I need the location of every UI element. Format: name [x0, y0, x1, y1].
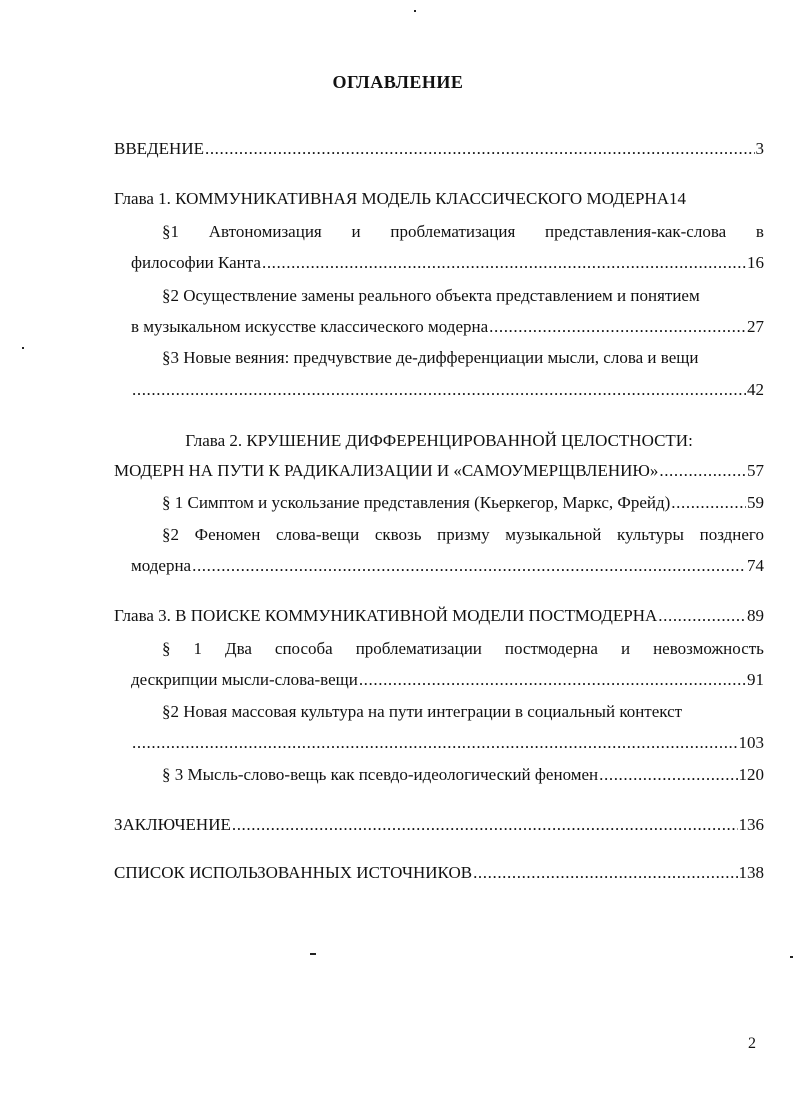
toc-page-number: 89	[747, 606, 764, 625]
toc-entry-text: в музыкальном искусстве классического модерна	[131, 317, 489, 336]
toc-entry-text: §3 Новые веяния: предчувствие де-дифференциации мысли, слова и вещи	[162, 348, 699, 367]
word: 1	[193, 639, 202, 658]
word: в	[755, 222, 764, 241]
word: проблематизации	[355, 639, 482, 658]
word: позднего	[699, 525, 764, 544]
leader-dots	[359, 668, 746, 692]
toc-entry-2-1[interactable]	[162, 491, 764, 515]
scan-speck	[790, 956, 793, 958]
toc-entry-text: МОДЕРН НА ПУТИ К РАДИКАЛИЗАЦИИ И «САМОУМЕРЩВЛЕНИЮ»	[114, 461, 659, 480]
leader-dots	[599, 763, 737, 787]
word: способа	[274, 639, 333, 658]
toc-entry-chapter-2-line1[interactable]	[114, 429, 764, 453]
leader-dots	[132, 731, 738, 755]
toc-page-number: 74	[747, 556, 764, 575]
toc-entry-text: Глава 2. КРУШЕНИЕ ДИФФЕРЕНЦИРОВАННОЙ ЦЕЛОСТНОСТИ:	[185, 431, 693, 450]
toc-entry-text: § 3 Мысль-слово-вещь как псевдо-идеологический феномен	[162, 765, 599, 784]
toc-entry-text: ЗАКЛЮЧЕНИЕ	[114, 815, 231, 834]
toc-entry-3-3[interactable]	[162, 763, 764, 787]
toc-page-number: 138	[738, 863, 764, 882]
toc-title: ОГЛАВЛЕНИЕ	[332, 72, 464, 92]
toc-entry-2-2-line1[interactable]	[162, 523, 764, 547]
toc-page-number: 57	[747, 461, 764, 480]
leader-dots	[232, 813, 738, 837]
toc-page-number: 136	[738, 815, 764, 834]
toc-entry-chapter-3[interactable]	[114, 604, 764, 628]
word: Два	[224, 639, 252, 658]
toc-entry-text: §2 Осуществление замены реального объекта представлением и понятием	[162, 286, 700, 305]
toc-entry-text: § 1 Симптом и ускользание представления (Кьеркегор, Маркс, Фрейд)	[162, 493, 671, 512]
word: невозможность	[653, 639, 764, 658]
scan-speck	[310, 953, 316, 955]
toc-entry-3-1-line2[interactable]	[131, 668, 764, 692]
toc-entry-text: §2 Новая массовая культура на пути интеграции в социальный контекст	[162, 702, 683, 721]
toc-entry-chapter-1[interactable]	[114, 187, 764, 211]
toc-page-number: 59	[747, 493, 764, 512]
leader-dots	[205, 137, 755, 161]
scan-speck	[22, 347, 24, 349]
word: и	[351, 222, 361, 241]
toc-entry-1-3-line1[interactable]	[162, 346, 764, 370]
toc-page-number: 27	[747, 317, 764, 336]
toc-entry-text: дескрипции мысли-слова-вещи	[131, 670, 358, 689]
toc-entry-3-2-line2[interactable]	[131, 731, 764, 755]
word: §2	[162, 525, 179, 544]
scan-speck	[414, 10, 416, 12]
toc-entry-1-1-line1[interactable]	[162, 220, 764, 244]
toc-entry-text: философии Канта	[131, 253, 261, 272]
toc-page-number: 16	[747, 253, 764, 272]
toc-entry-intro[interactable]	[114, 137, 764, 161]
word: постмодерна	[504, 639, 598, 658]
toc-entry-chapter-2-line2[interactable]	[114, 459, 764, 483]
word: §1	[162, 222, 179, 241]
leader-dots	[192, 554, 746, 578]
toc-entry-1-2-line1[interactable]	[162, 284, 764, 308]
toc-entry-3-1-line1[interactable]	[162, 637, 764, 661]
toc-entry-2-2-line2[interactable]	[131, 554, 764, 578]
toc-entry-3-2-line1[interactable]	[162, 700, 764, 724]
toc-entry-text: СПИСОК ИСПОЛЬЗОВАННЫХ ИСТОЧНИКОВ	[114, 863, 473, 882]
toc-page-number: 42	[747, 380, 764, 399]
word: Автономизация	[208, 222, 322, 241]
toc-entry-1-3-line2[interactable]	[131, 378, 764, 402]
word: представления-как-слова	[545, 222, 727, 241]
toc-page-number: 120	[738, 765, 764, 784]
toc-entry-text: модерна	[131, 556, 192, 575]
leader-dots	[489, 315, 746, 339]
toc-entry-1-1-line2[interactable]	[131, 251, 764, 275]
leader-dots	[473, 861, 737, 885]
page-number: 2	[748, 1035, 756, 1052]
word: §	[162, 639, 171, 658]
toc-entry-conclusion[interactable]	[114, 813, 764, 837]
word: проблематизация	[390, 222, 516, 241]
word: Феномен	[194, 525, 261, 544]
leader-dots	[262, 251, 746, 275]
toc-entry-text: ВВЕДЕНИЕ	[114, 139, 204, 158]
toc-entry-text: Глава 1. КОММУНИКАТИВНАЯ МОДЕЛЬ КЛАССИЧЕСКОГО МОДЕРНА	[114, 189, 669, 208]
leader-dots	[132, 378, 746, 402]
leader-dots	[658, 604, 746, 628]
toc-entry-text: Глава 3. В ПОИСКЕ КОММУНИКАТИВНОЙ МОДЕЛИ ПОСТМОДЕРНА	[114, 606, 658, 625]
leader-dots	[671, 491, 746, 515]
word: культуры	[616, 525, 684, 544]
toc-page-number: 91	[747, 670, 764, 689]
word: и	[620, 639, 631, 658]
word: слова-вещи	[275, 525, 360, 544]
word: музыкальной	[505, 525, 602, 544]
word: сквозь	[374, 525, 422, 544]
toc-page-number: 3	[755, 139, 764, 158]
toc-page-number: 103	[738, 733, 764, 752]
toc-entry-sources[interactable]	[114, 861, 764, 885]
word: призму	[437, 525, 490, 544]
toc-entry-1-2-line2[interactable]	[131, 315, 764, 339]
toc-page-number: 14	[668, 189, 686, 208]
leader-dots	[659, 459, 746, 483]
